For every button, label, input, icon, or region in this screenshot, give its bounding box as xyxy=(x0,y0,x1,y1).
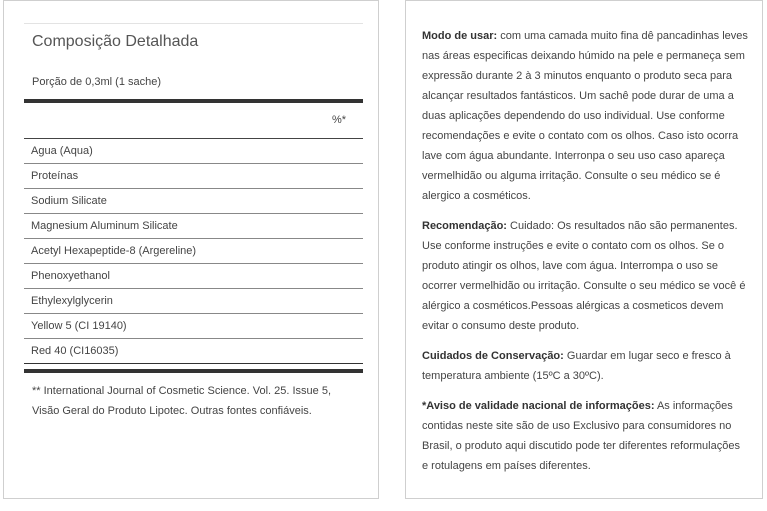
footnote: ** International Journal of Cosmetic Science. Vol. 25. Issue 5, Visão Geral do Produto Lipotec. Outras fontes confiáveis. xyxy=(32,385,331,417)
ingredient-row: Phenoxyethanol xyxy=(24,263,363,288)
section-text: As informações contidas neste site são de uso Exclusivo para consumidores no Brasil, o produto aqui discutido pode ter diferentes reformulações e rotulagens em países diferentes. xyxy=(422,400,740,472)
panel-title: Composição Detalhada xyxy=(32,33,199,50)
usage-content xyxy=(422,26,748,486)
top-divider xyxy=(24,23,363,24)
ingredient-row: Sodium Silicate xyxy=(24,188,363,213)
section-label: Recomendação: xyxy=(422,220,507,232)
composition-panel xyxy=(3,0,379,499)
section-label: Modo de usar: xyxy=(422,30,498,42)
ingredient-row: Magnesium Aluminum Silicate xyxy=(24,213,363,238)
thin-divider xyxy=(24,363,363,364)
thick-divider xyxy=(24,99,363,103)
storage-section xyxy=(422,346,748,386)
section-label: *Aviso de validade nacional de informações: xyxy=(422,400,655,412)
ingredient-row: Yellow 5 (CI 19140) xyxy=(24,313,363,338)
section-label: Cuidados de Conservação: xyxy=(422,350,564,362)
ingredient-row: Proteínas xyxy=(24,163,363,188)
validity-notice-section xyxy=(422,396,748,476)
usage-panel xyxy=(405,0,763,499)
ingredient-row: Agua (Aqua) xyxy=(24,138,363,163)
serving-size: Porção de 0,3ml (1 sache) xyxy=(32,76,162,88)
section-text: Guardar em lugar seco e fresco à temperatura ambiente (15ºC a 30ºC). xyxy=(422,350,731,382)
ingredient-list xyxy=(24,138,363,363)
thick-divider-bottom xyxy=(24,369,363,373)
section-text: com uma camada muito fina dê pancadinhas leves nas áreas especificas deixando húmido na pele e permaneça sem expressão durante 2 à 3 minutos enquanto o produto seca para alcançar resultados fantásticos. Um sachê pode durar de uma a duas aplicações dependendo do uso individual. Use conforme recomendações e evite o contato com os olhos. Caso isto ocorra lave com água abundante. Interronpa o seu uso caso apareça vermelhidão ou alguma irritação. Consulte o seu médico se é alergico a cosméticos. xyxy=(422,30,748,202)
ingredient-row: Red 40 (CI16035) xyxy=(24,338,363,363)
usage-section xyxy=(422,26,748,206)
section-text: Cuidado: Os resultados não são permanentes. Use conforme instruções e evite o contato com os olhos. Se o produto atingir os olhos, lave com água. Interrompa o uso se ocorrer vermelhidão ou irritação. Consulte o seu médico se você é alérgico a cosméticos.Pessoas alérgicas a cosmeticos devem evitar o consumo deste produto. xyxy=(422,220,746,332)
ingredient-row: Ethylexylglycerin xyxy=(24,288,363,313)
ingredient-row: Acetyl Hexapeptide-8 (Argereline) xyxy=(24,238,363,263)
percent-header: %* xyxy=(331,114,346,126)
recommendation-section xyxy=(422,216,748,336)
